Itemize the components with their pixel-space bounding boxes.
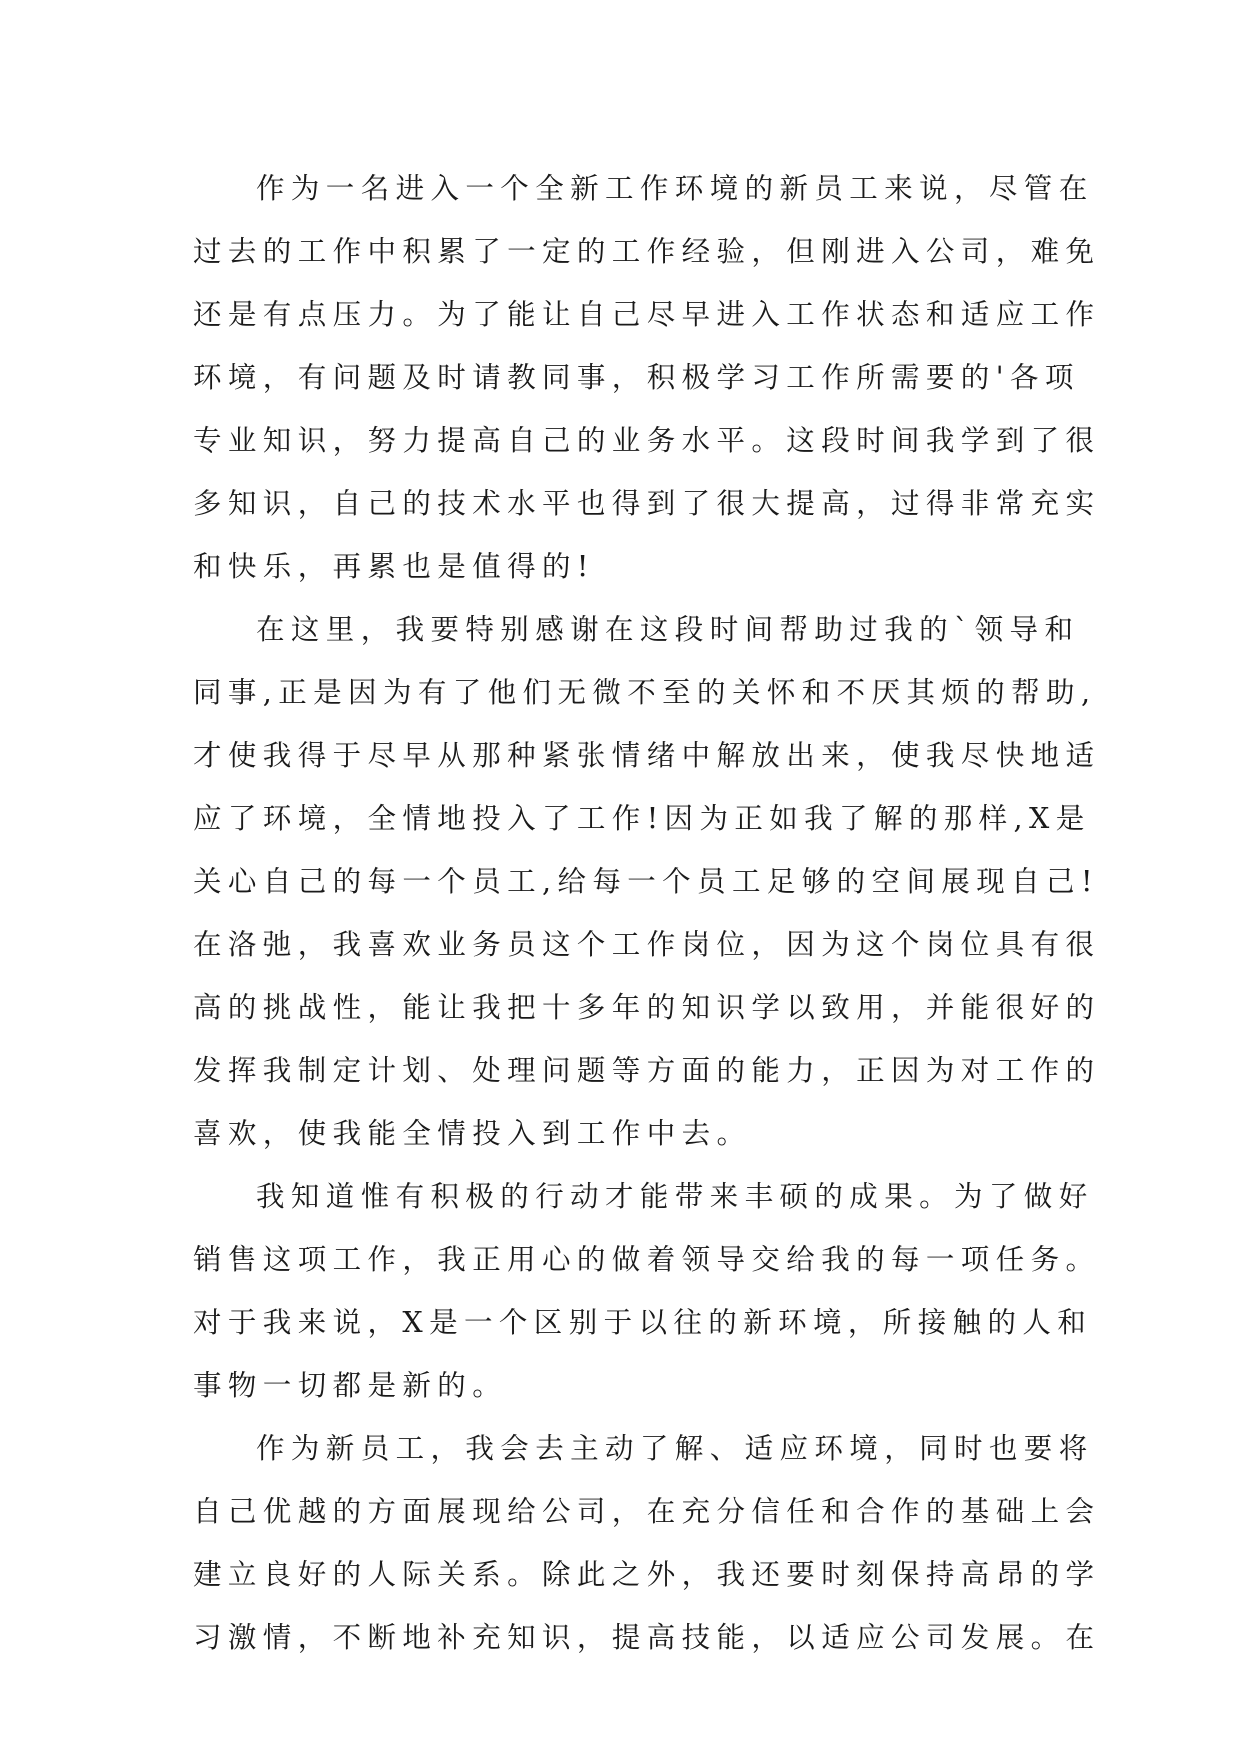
paragraph-2-line-7: 高的挑战性，能让我把十多年的知识学以致用，并能很好的: [193, 991, 1101, 1024]
paragraph-1-line-6: 多知识，自己的技术水平也得到了很大提高，过得非常充实: [193, 487, 1101, 520]
paragraph-2-line-1: 在这里，我要特别感谢在这段时间帮助过我的`领导和: [256, 613, 1080, 646]
paragraph-2-line-5: 关心自己的每一个员工,给每一个员工足够的空间展现自己!: [193, 865, 1099, 898]
paragraph-2-line-4: 应了环境，全情地投入了工作!因为正如我了解的那样,X是: [193, 802, 1091, 835]
paragraph-2-line-9: 喜欢，使我能全情投入到工作中去。: [193, 1117, 752, 1150]
paragraph-1-line-7: 和快乐，再累也是值得的!: [193, 550, 595, 583]
paragraph-4-line-2: 自己优越的方面展现给公司，在充分信任和合作的基础上会: [193, 1495, 1101, 1528]
paragraph-3-line-1: 我知道惟有积极的行动才能带来丰硕的成果。为了做好: [256, 1180, 1094, 1213]
paragraph-1-line-2: 过去的工作中积累了一定的工作经验，但刚进入公司，难免: [193, 235, 1101, 268]
paragraph-2-line-8: 发挥我制定计划、处理问题等方面的能力，正因为对工作的: [193, 1054, 1101, 1087]
document-body: [193, 157, 1101, 1669]
paragraph-3-line-3: 对于我来说，X是一个区别于以往的新环境，所接触的人和: [193, 1306, 1093, 1339]
paragraph-2-line-3: 才使我得于尽早从那种紧张情绪中解放出来，使我尽快地适: [193, 739, 1101, 772]
paragraph-1-line-1: 作为一名进入一个全新工作环境的新员工来说，尽管在: [256, 172, 1094, 205]
paragraph-3-line-2: 销售这项工作，我正用心的做着领导交给我的每一项任务。: [193, 1243, 1101, 1276]
paragraph-1-line-4: 环境，有问题及时请教同事，积极学习工作所需要的'各项: [193, 361, 1080, 394]
paragraph-4-line-4: 习激情，不断地补充知识，提高技能，以适应公司发展。在: [193, 1621, 1101, 1654]
paragraph-2-line-6: 在洛弛，我喜欢业务员这个工作岗位，因为这个岗位具有很: [193, 928, 1101, 961]
paragraph-3-line-4: 事物一切都是新的。: [193, 1369, 508, 1402]
paragraph-1-line-3: 还是有点压力。为了能让自己尽早进入工作状态和适应工作: [193, 298, 1101, 331]
paragraph-2-line-2: 同事,正是因为有了他们无微不至的关怀和不厌其烦的帮助,: [193, 676, 1097, 709]
paragraph-4-line-1: 作为新员工，我会去主动了解、适应环境，同时也要将: [256, 1432, 1094, 1465]
paragraph-1-line-5: 专业知识，努力提高自己的业务水平。这段时间我学到了很: [193, 424, 1101, 457]
paragraph-4-line-3: 建立良好的人际关系。除此之外，我还要时刻保持高昂的学: [193, 1558, 1101, 1591]
